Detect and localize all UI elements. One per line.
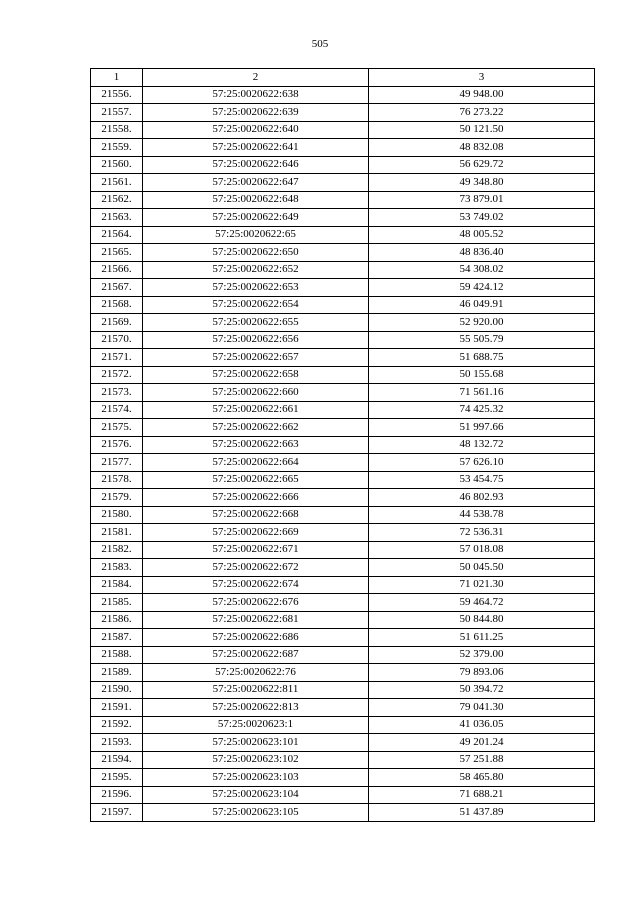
value-cell: 49 948.00 [369,86,595,104]
cadastral-number-cell: 57:25:0020623:103 [143,769,369,787]
row-number-cell: 21571. [91,349,143,367]
table-row [91,331,595,349]
table-row [91,279,595,297]
cadastral-number-cell: 57:25:0020622:650 [143,244,369,262]
table-row [91,541,595,559]
table-row [91,629,595,647]
table-row [91,454,595,472]
value-cell: 72 536.31 [369,524,595,542]
table-row [91,349,595,367]
value-cell: 50 155.68 [369,366,595,384]
value-cell: 50 844.80 [369,611,595,629]
cadastral-number-cell: 57:25:0020622:654 [143,296,369,314]
row-number-cell: 21563. [91,209,143,227]
table-row [91,489,595,507]
row-number-cell: 21562. [91,191,143,209]
value-cell: 48 832.08 [369,139,595,157]
cadastral-number-cell: 57:25:0020622:657 [143,349,369,367]
row-number-cell: 21596. [91,786,143,804]
table-row [91,244,595,262]
table-row [91,524,595,542]
row-number-cell: 21595. [91,769,143,787]
cadastral-number-cell: 57:25:0020622:664 [143,454,369,472]
table-row [91,594,595,612]
cadastral-number-cell: 57:25:0020622:647 [143,174,369,192]
value-cell: 79 041.30 [369,699,595,717]
value-cell: 49 348.80 [369,174,595,192]
cadastral-number-cell: 57:25:0020622:668 [143,506,369,524]
row-number-cell: 21573. [91,384,143,402]
value-cell: 48 005.52 [369,226,595,244]
cadastral-number-cell: 57:25:0020622:646 [143,156,369,174]
row-number-cell: 21578. [91,471,143,489]
table-body [91,86,595,821]
row-number-cell: 21586. [91,611,143,629]
column-header-2: 2 [143,69,369,87]
row-number-cell: 21576. [91,436,143,454]
registry-table [90,68,595,822]
value-cell: 79 893.06 [369,664,595,682]
row-number-cell: 21580. [91,506,143,524]
cadastral-number-cell: 57:25:0020622:658 [143,366,369,384]
cadastral-number-cell: 57:25:0020622:663 [143,436,369,454]
cadastral-number-cell: 57:25:0020622:676 [143,594,369,612]
row-number-cell: 21570. [91,331,143,349]
cadastral-number-cell: 57:25:0020623:101 [143,734,369,752]
table-row [91,664,595,682]
cadastral-number-cell: 57:25:0020622:649 [143,209,369,227]
table-row [91,751,595,769]
row-number-cell: 21575. [91,419,143,437]
cadastral-number-cell: 57:25:0020622:662 [143,419,369,437]
cadastral-number-cell: 57:25:0020622:666 [143,489,369,507]
value-cell: 71 561.16 [369,384,595,402]
row-number-cell: 21569. [91,314,143,332]
value-cell: 51 611.25 [369,629,595,647]
row-number-cell: 21584. [91,576,143,594]
cadastral-number-cell: 57:25:0020622:76 [143,664,369,682]
value-cell: 44 538.78 [369,506,595,524]
cadastral-number-cell: 57:25:0020622:687 [143,646,369,664]
cadastral-number-cell: 57:25:0020622:639 [143,104,369,122]
value-cell: 71 021.30 [369,576,595,594]
value-cell: 46 049.91 [369,296,595,314]
table-row [91,681,595,699]
table-row [91,471,595,489]
cadastral-number-cell: 57:25:0020622:640 [143,121,369,139]
row-number-cell: 21565. [91,244,143,262]
row-number-cell: 21587. [91,629,143,647]
table-row [91,559,595,577]
cadastral-number-cell: 57:25:0020622:641 [143,139,369,157]
value-cell: 51 688.75 [369,349,595,367]
table-row [91,104,595,122]
page-number: 505 [311,38,329,50]
value-cell: 48 836.40 [369,244,595,262]
row-number-cell: 21590. [91,681,143,699]
value-cell: 58 465.80 [369,769,595,787]
value-cell: 52 379.00 [369,646,595,664]
cadastral-number-cell: 57:25:0020622:655 [143,314,369,332]
value-cell: 55 505.79 [369,331,595,349]
column-header-1: 1 [91,69,143,87]
row-number-cell: 21557. [91,104,143,122]
column-header-3: 3 [369,69,595,87]
value-cell: 50 394.72 [369,681,595,699]
cadastral-number-cell: 57:25:0020622:672 [143,559,369,577]
table-row [91,786,595,804]
cadastral-number-cell: 57:25:0020622:813 [143,699,369,717]
cadastral-number-cell: 57:25:0020622:65 [143,226,369,244]
cadastral-number-cell: 57:25:0020622:648 [143,191,369,209]
row-number-cell: 21593. [91,734,143,752]
cadastral-number-cell: 57:25:0020622:674 [143,576,369,594]
table-row [91,139,595,157]
value-cell: 76 273.22 [369,104,595,122]
table-row [91,716,595,734]
table-row [91,314,595,332]
value-cell: 56 629.72 [369,156,595,174]
row-number-cell: 21589. [91,664,143,682]
table-row [91,384,595,402]
cadastral-number-cell: 57:25:0020622:681 [143,611,369,629]
cadastral-number-cell: 57:25:0020622:669 [143,524,369,542]
value-cell: 50 121.50 [369,121,595,139]
value-cell: 41 036.05 [369,716,595,734]
row-number-cell: 21577. [91,454,143,472]
value-cell: 74 425.32 [369,401,595,419]
table-row [91,699,595,717]
row-number-cell: 21588. [91,646,143,664]
table-header-row [91,69,595,87]
value-cell: 51 437.89 [369,804,595,822]
row-number-cell: 21572. [91,366,143,384]
table-row [91,804,595,822]
row-number-cell: 21574. [91,401,143,419]
table-row [91,86,595,104]
cadastral-number-cell: 57:25:0020623:102 [143,751,369,769]
value-cell: 51 997.66 [369,419,595,437]
table-row [91,419,595,437]
value-cell: 59 464.72 [369,594,595,612]
table-row [91,576,595,594]
table-row [91,174,595,192]
value-cell: 54 308.02 [369,261,595,279]
table-row [91,436,595,454]
row-number-cell: 21567. [91,279,143,297]
row-number-cell: 21566. [91,261,143,279]
cadastral-number-cell: 57:25:0020623:1 [143,716,369,734]
value-cell: 49 201.24 [369,734,595,752]
value-cell: 46 802.93 [369,489,595,507]
row-number-cell: 21561. [91,174,143,192]
cadastral-number-cell: 57:25:0020622:811 [143,681,369,699]
cadastral-number-cell: 57:25:0020622:656 [143,331,369,349]
table-row [91,611,595,629]
table-row [91,401,595,419]
cadastral-number-cell: 57:25:0020622:652 [143,261,369,279]
value-cell: 59 424.12 [369,279,595,297]
table-row [91,646,595,664]
value-cell: 71 688.21 [369,786,595,804]
value-cell: 73 879.01 [369,191,595,209]
cadastral-number-cell: 57:25:0020622:686 [143,629,369,647]
value-cell: 57 251.88 [369,751,595,769]
row-number-cell: 21556. [91,86,143,104]
table-row [91,506,595,524]
table-row [91,261,595,279]
value-cell: 52 920.00 [369,314,595,332]
table-row [91,121,595,139]
value-cell: 57 626.10 [369,454,595,472]
cadastral-number-cell: 57:25:0020623:104 [143,786,369,804]
row-number-cell: 21568. [91,296,143,314]
cadastral-number-cell: 57:25:0020622:661 [143,401,369,419]
cadastral-number-cell: 57:25:0020622:638 [143,86,369,104]
table-row [91,226,595,244]
table-row [91,366,595,384]
cadastral-number-cell: 57:25:0020623:105 [143,804,369,822]
row-number-cell: 21585. [91,594,143,612]
row-number-cell: 21579. [91,489,143,507]
cadastral-number-cell: 57:25:0020622:660 [143,384,369,402]
table-row [91,156,595,174]
row-number-cell: 21581. [91,524,143,542]
table-row [91,191,595,209]
value-cell: 57 018.08 [369,541,595,559]
row-number-cell: 21597. [91,804,143,822]
table-row [91,296,595,314]
value-cell: 53 749.02 [369,209,595,227]
cadastral-number-cell: 57:25:0020622:653 [143,279,369,297]
value-cell: 50 045.50 [369,559,595,577]
row-number-cell: 21591. [91,699,143,717]
value-cell: 53 454.75 [369,471,595,489]
row-number-cell: 21564. [91,226,143,244]
row-number-cell: 21583. [91,559,143,577]
row-number-cell: 21582. [91,541,143,559]
value-cell: 48 132.72 [369,436,595,454]
row-number-cell: 21560. [91,156,143,174]
row-number-cell: 21559. [91,139,143,157]
row-number-cell: 21592. [91,716,143,734]
table-row [91,734,595,752]
cadastral-number-cell: 57:25:0020622:665 [143,471,369,489]
row-number-cell: 21594. [91,751,143,769]
table-row [91,209,595,227]
cadastral-number-cell: 57:25:0020622:671 [143,541,369,559]
row-number-cell: 21558. [91,121,143,139]
table-row [91,769,595,787]
